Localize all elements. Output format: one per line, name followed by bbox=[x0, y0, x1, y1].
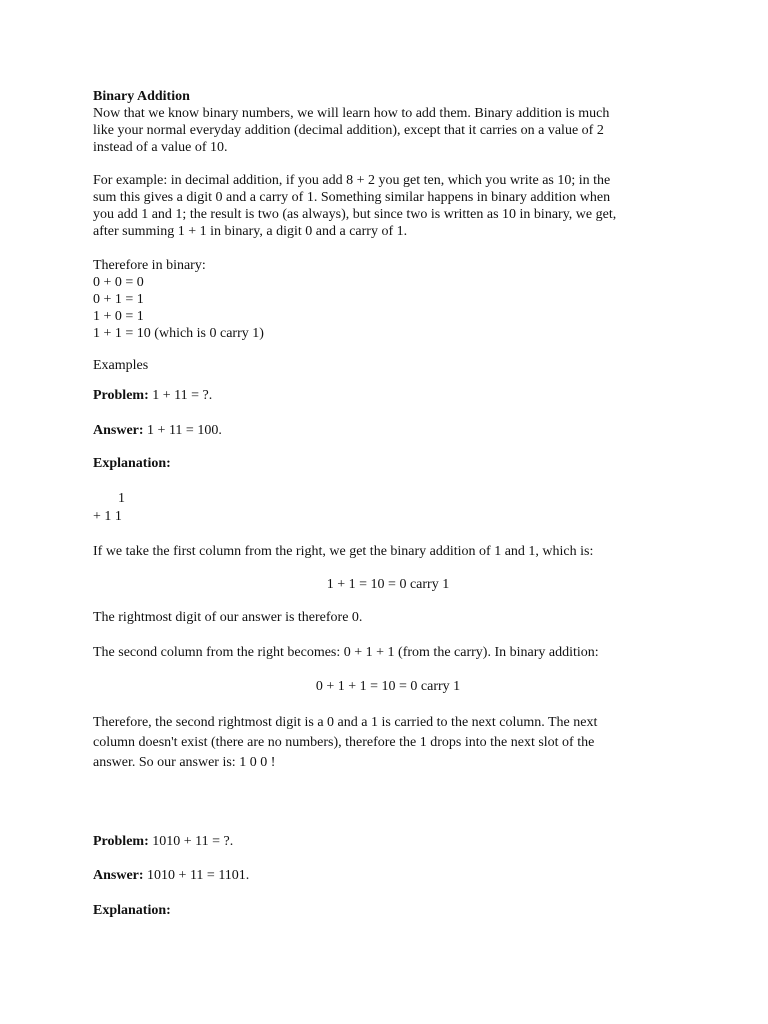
problem-label: Problem: bbox=[93, 834, 149, 849]
ex1-column1-equation: 1 + 1 = 10 = 0 carry 1 bbox=[326, 577, 450, 592]
rule-line: 1 + 1 = 10 (which is 0 carry 1) bbox=[93, 326, 264, 341]
intro-line: like your normal everyday addition (decimal addition), except that it carries on a value of 2 bbox=[93, 123, 604, 138]
rule-line: 0 + 1 = 1 bbox=[93, 292, 144, 307]
ex1-column2-text: The second column from the right becomes: 0 + 1 + 1 (from the carry). In binary addition: bbox=[93, 645, 599, 660]
rule-line: 1 + 0 = 1 bbox=[93, 309, 144, 324]
rule-line: 0 + 0 = 0 bbox=[93, 275, 144, 290]
examples-heading-block bbox=[93, 357, 683, 374]
ex1-rightmost-text: The rightmost digit of our answer is therefore 0. bbox=[93, 610, 363, 625]
sum-top-row: 1 bbox=[118, 491, 125, 506]
paragraph-line: sum this gives a digit 0 and a carry of 1. Something similar happens in binary addition when bbox=[93, 190, 611, 205]
conclusion-line: answer. So our answer is: 1 0 0 ! bbox=[93, 755, 276, 770]
paragraph-line: you add 1 and 1; the result is two (as always), but since two is written as 10 in binary, we get, bbox=[93, 207, 617, 222]
rules-intro: Therefore in binary: bbox=[93, 258, 206, 273]
ex2-answer bbox=[93, 867, 683, 884]
ex1-problem bbox=[93, 387, 683, 404]
intro-line: instead of a value of 10. bbox=[93, 140, 228, 155]
answer-label: Answer: bbox=[93, 868, 144, 883]
ex1-explanation bbox=[93, 455, 683, 472]
intro-line: Now that we know binary numbers, we will learn how to add them. Binary addition is much bbox=[93, 106, 610, 121]
explanation-label: Explanation: bbox=[93, 903, 171, 918]
example-paragraph bbox=[93, 172, 683, 240]
problem-text: 1 + 11 = ?. bbox=[148, 388, 213, 403]
binary-rules bbox=[93, 257, 683, 342]
paragraph-line: after summing 1 + 1 in binary, a digit 0 and a carry of 1. bbox=[93, 224, 408, 239]
answer-text: 1010 + 11 = 1101. bbox=[143, 868, 250, 883]
intro-section bbox=[93, 88, 683, 156]
sum-bottom-row: + 1 1 bbox=[93, 509, 122, 524]
ex1-column2-equation: 0 + 1 + 1 = 10 = 0 carry 1 bbox=[315, 679, 461, 694]
answer-text: 1 + 11 = 100. bbox=[143, 423, 222, 438]
conclusion-line: Therefore, the second rightmost digit is a 0 and a 1 is carried to the next column. The next bbox=[93, 715, 598, 730]
paragraph-line: For example: in decimal addition, if you add 8 + 2 you get ten, which you write as 10; in the bbox=[93, 173, 611, 188]
problem-label: Problem: bbox=[93, 388, 149, 403]
ex1-conclusion bbox=[93, 713, 683, 773]
ex1-answer bbox=[93, 422, 683, 439]
answer-label: Answer: bbox=[93, 423, 144, 438]
conclusion-line: column doesn't exist (there are no numbers), therefore the 1 drops into the next slot of the bbox=[93, 735, 595, 750]
ex2-explanation bbox=[93, 902, 683, 919]
examples-heading: Examples bbox=[93, 358, 149, 373]
ex1-column1-text: If we take the first column from the right, we get the binary addition of 1 and 1, which is: bbox=[93, 544, 594, 559]
document-title: Binary Addition bbox=[93, 89, 190, 104]
explanation-label: Explanation: bbox=[93, 456, 171, 471]
ex2-problem bbox=[93, 833, 683, 850]
problem-text: 1010 + 11 = ?. bbox=[148, 834, 234, 849]
